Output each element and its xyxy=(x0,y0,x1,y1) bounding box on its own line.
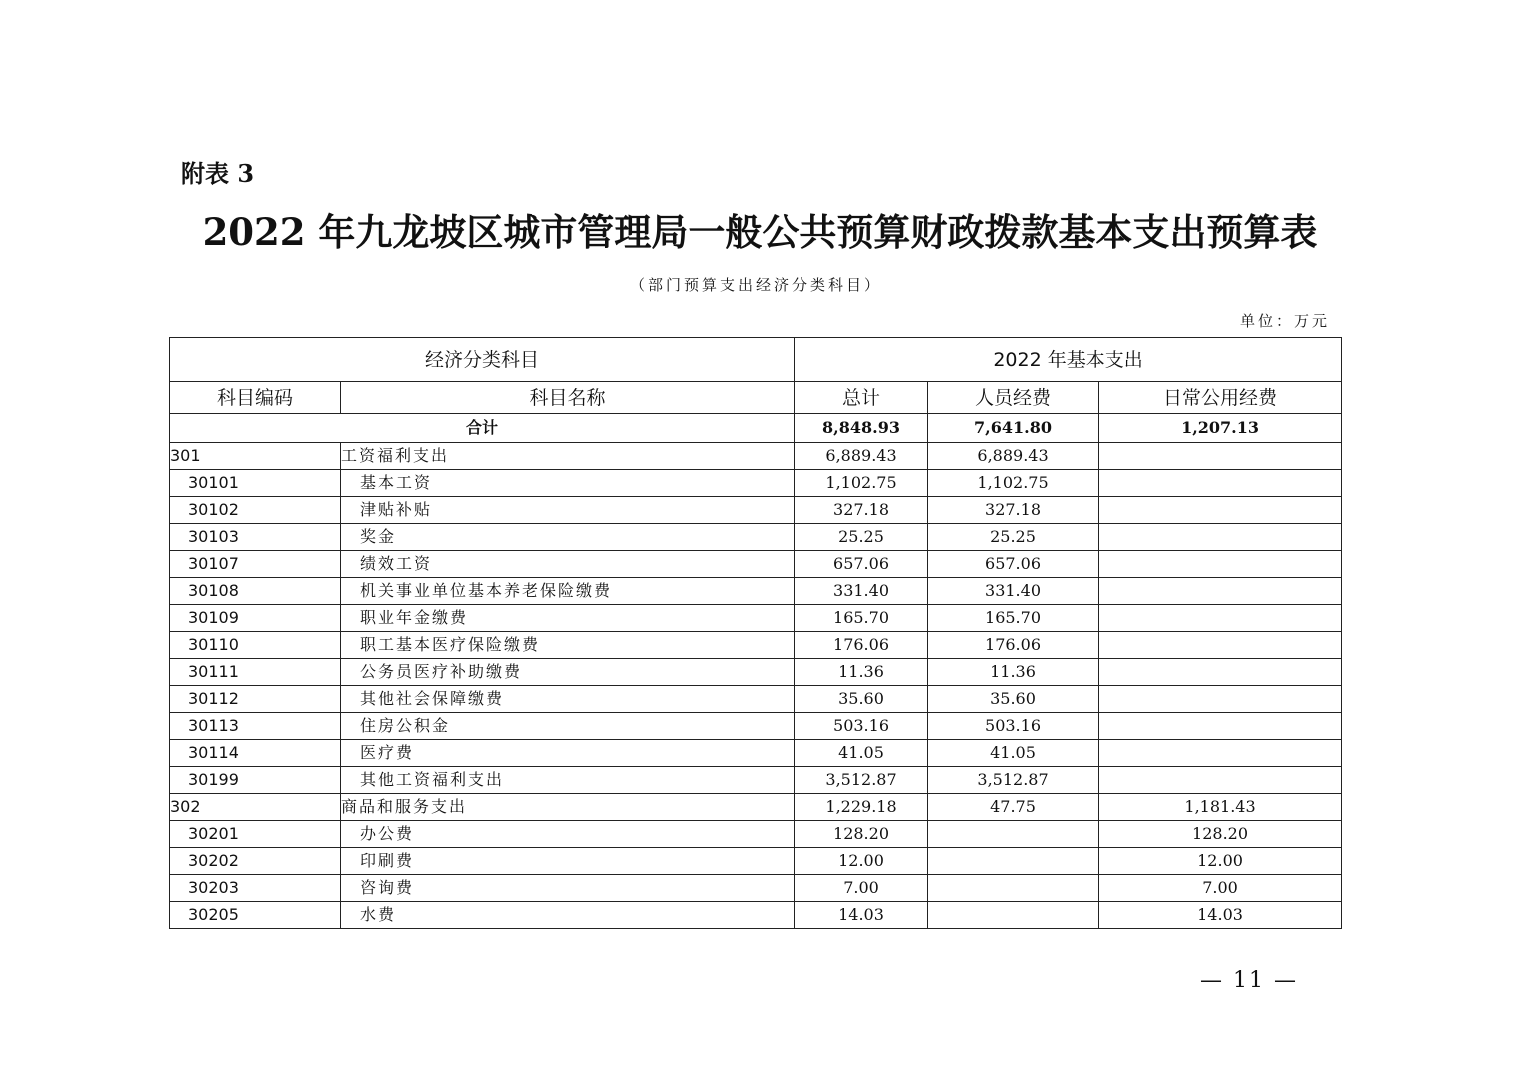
subject-code: 30110 xyxy=(170,632,341,659)
cell-total: 11.36 xyxy=(795,659,928,686)
cell-total: 14.03 xyxy=(795,902,928,929)
subject-name: 机关事业单位基本养老保险缴费 xyxy=(341,578,795,605)
header-col-total: 总计 xyxy=(795,382,928,414)
table-row xyxy=(170,632,1342,659)
page-number: — 11 — xyxy=(1200,968,1298,993)
subject-name: 津贴补贴 xyxy=(341,497,795,524)
total-public: 1,207.13 xyxy=(1099,414,1342,443)
cell-personnel: 1,102.75 xyxy=(928,470,1099,497)
total-label: 合计 xyxy=(170,414,795,443)
table-row xyxy=(170,902,1342,929)
subject-name: 绩效工资 xyxy=(341,551,795,578)
table-row xyxy=(170,794,1342,821)
subject-name: 其他工资福利支出 xyxy=(341,767,795,794)
subject-code: 30201 xyxy=(170,821,341,848)
cell-total: 35.60 xyxy=(795,686,928,713)
subject-name: 印刷费 xyxy=(341,848,795,875)
cell-personnel xyxy=(928,875,1099,902)
cell-public xyxy=(1099,497,1342,524)
subject-name: 公务员医疗补助缴费 xyxy=(341,659,795,686)
header-row-group xyxy=(170,338,1342,382)
header-col-name: 科目名称 xyxy=(341,382,795,414)
cell-total: 1,229.18 xyxy=(795,794,928,821)
cell-personnel: 47.75 xyxy=(928,794,1099,821)
subject-code: 30107 xyxy=(170,551,341,578)
table-row xyxy=(170,875,1342,902)
table-row xyxy=(170,524,1342,551)
cell-personnel: 3,512.87 xyxy=(928,767,1099,794)
subject-code: 30112 xyxy=(170,686,341,713)
header-col-personnel: 人员经费 xyxy=(928,382,1099,414)
cell-public xyxy=(1099,605,1342,632)
cell-public: 12.00 xyxy=(1099,848,1342,875)
subject-code: 30109 xyxy=(170,605,341,632)
cell-public xyxy=(1099,659,1342,686)
cell-personnel: 331.40 xyxy=(928,578,1099,605)
total-row xyxy=(170,414,1342,443)
table-row xyxy=(170,551,1342,578)
subject-code: 30111 xyxy=(170,659,341,686)
subject-code: 30103 xyxy=(170,524,341,551)
cell-public: 128.20 xyxy=(1099,821,1342,848)
cell-personnel: 25.25 xyxy=(928,524,1099,551)
unit-label: 单位：万元 xyxy=(1239,312,1330,330)
subject-name: 办公费 xyxy=(341,821,795,848)
subject-name: 住房公积金 xyxy=(341,713,795,740)
cell-personnel: 6,889.43 xyxy=(928,443,1099,470)
cell-total: 25.25 xyxy=(795,524,928,551)
cell-total: 165.70 xyxy=(795,605,928,632)
header-group-left: 经济分类科目 xyxy=(170,338,795,382)
subject-name: 基本工资 xyxy=(341,470,795,497)
cell-public xyxy=(1099,767,1342,794)
cell-personnel: 35.60 xyxy=(928,686,1099,713)
cell-public xyxy=(1099,713,1342,740)
cell-total: 176.06 xyxy=(795,632,928,659)
subject-name: 其他社会保障缴费 xyxy=(341,686,795,713)
cell-public xyxy=(1099,578,1342,605)
total-sum: 8,848.93 xyxy=(795,414,928,443)
cell-personnel: 327.18 xyxy=(928,497,1099,524)
budget-table xyxy=(169,337,1342,929)
header-col-public: 日常公用经费 xyxy=(1099,382,1342,414)
cell-total: 6,889.43 xyxy=(795,443,928,470)
cell-total: 128.20 xyxy=(795,821,928,848)
subject-name: 咨询费 xyxy=(341,875,795,902)
cell-personnel: 11.36 xyxy=(928,659,1099,686)
subject-name: 水费 xyxy=(341,902,795,929)
subject-name: 医疗费 xyxy=(341,740,795,767)
cell-total: 41.05 xyxy=(795,740,928,767)
cell-total: 331.40 xyxy=(795,578,928,605)
cell-public xyxy=(1099,551,1342,578)
table-row xyxy=(170,605,1342,632)
cell-personnel: 176.06 xyxy=(928,632,1099,659)
cell-personnel: 41.05 xyxy=(928,740,1099,767)
subject-code: 30199 xyxy=(170,767,341,794)
table-row xyxy=(170,686,1342,713)
table-row xyxy=(170,470,1342,497)
cell-total: 503.16 xyxy=(795,713,928,740)
subject-code: 30113 xyxy=(170,713,341,740)
cell-personnel xyxy=(928,821,1099,848)
subject-code: 30101 xyxy=(170,470,341,497)
annex-label: 附表 3 xyxy=(181,159,255,188)
subject-name: 职业年金缴费 xyxy=(341,605,795,632)
table-row xyxy=(170,848,1342,875)
document-subtitle: （部门预算支出经济分类科目） xyxy=(629,276,882,294)
cell-public: 7.00 xyxy=(1099,875,1342,902)
cell-total: 7.00 xyxy=(795,875,928,902)
document-title: 2022 年九龙坡区城市管理局一般公共预算财政拨款基本支出预算表 xyxy=(202,210,1318,254)
cell-total: 657.06 xyxy=(795,551,928,578)
cell-public: 1,181.43 xyxy=(1099,794,1342,821)
cell-public xyxy=(1099,740,1342,767)
subject-code: 30108 xyxy=(170,578,341,605)
header-col-code: 科目编码 xyxy=(170,382,341,414)
subject-code: 30205 xyxy=(170,902,341,929)
cell-public xyxy=(1099,686,1342,713)
subject-code: 302 xyxy=(170,794,341,821)
table-row xyxy=(170,659,1342,686)
cell-public xyxy=(1099,443,1342,470)
table-row xyxy=(170,740,1342,767)
subject-name: 奖金 xyxy=(341,524,795,551)
subject-code: 30203 xyxy=(170,875,341,902)
total-personnel: 7,641.80 xyxy=(928,414,1099,443)
subject-name: 商品和服务支出 xyxy=(341,794,795,821)
cell-personnel xyxy=(928,848,1099,875)
cell-public xyxy=(1099,524,1342,551)
cell-personnel xyxy=(928,902,1099,929)
cell-public xyxy=(1099,632,1342,659)
table-row xyxy=(170,497,1342,524)
cell-public xyxy=(1099,470,1342,497)
subject-code: 30102 xyxy=(170,497,341,524)
table-row xyxy=(170,713,1342,740)
table-row xyxy=(170,767,1342,794)
cell-total: 327.18 xyxy=(795,497,928,524)
cell-personnel: 657.06 xyxy=(928,551,1099,578)
header-group-right: 2022 年基本支出 xyxy=(795,338,1342,382)
table-row xyxy=(170,443,1342,470)
table-row xyxy=(170,578,1342,605)
table-row xyxy=(170,821,1342,848)
cell-public: 14.03 xyxy=(1099,902,1342,929)
cell-total: 1,102.75 xyxy=(795,470,928,497)
subject-code: 301 xyxy=(170,443,341,470)
subject-name: 工资福利支出 xyxy=(341,443,795,470)
cell-personnel: 165.70 xyxy=(928,605,1099,632)
subject-name: 职工基本医疗保险缴费 xyxy=(341,632,795,659)
cell-total: 3,512.87 xyxy=(795,767,928,794)
cell-personnel: 503.16 xyxy=(928,713,1099,740)
header-row-columns xyxy=(170,382,1342,414)
subject-code: 30114 xyxy=(170,740,341,767)
cell-total: 12.00 xyxy=(795,848,928,875)
subject-code: 30202 xyxy=(170,848,341,875)
